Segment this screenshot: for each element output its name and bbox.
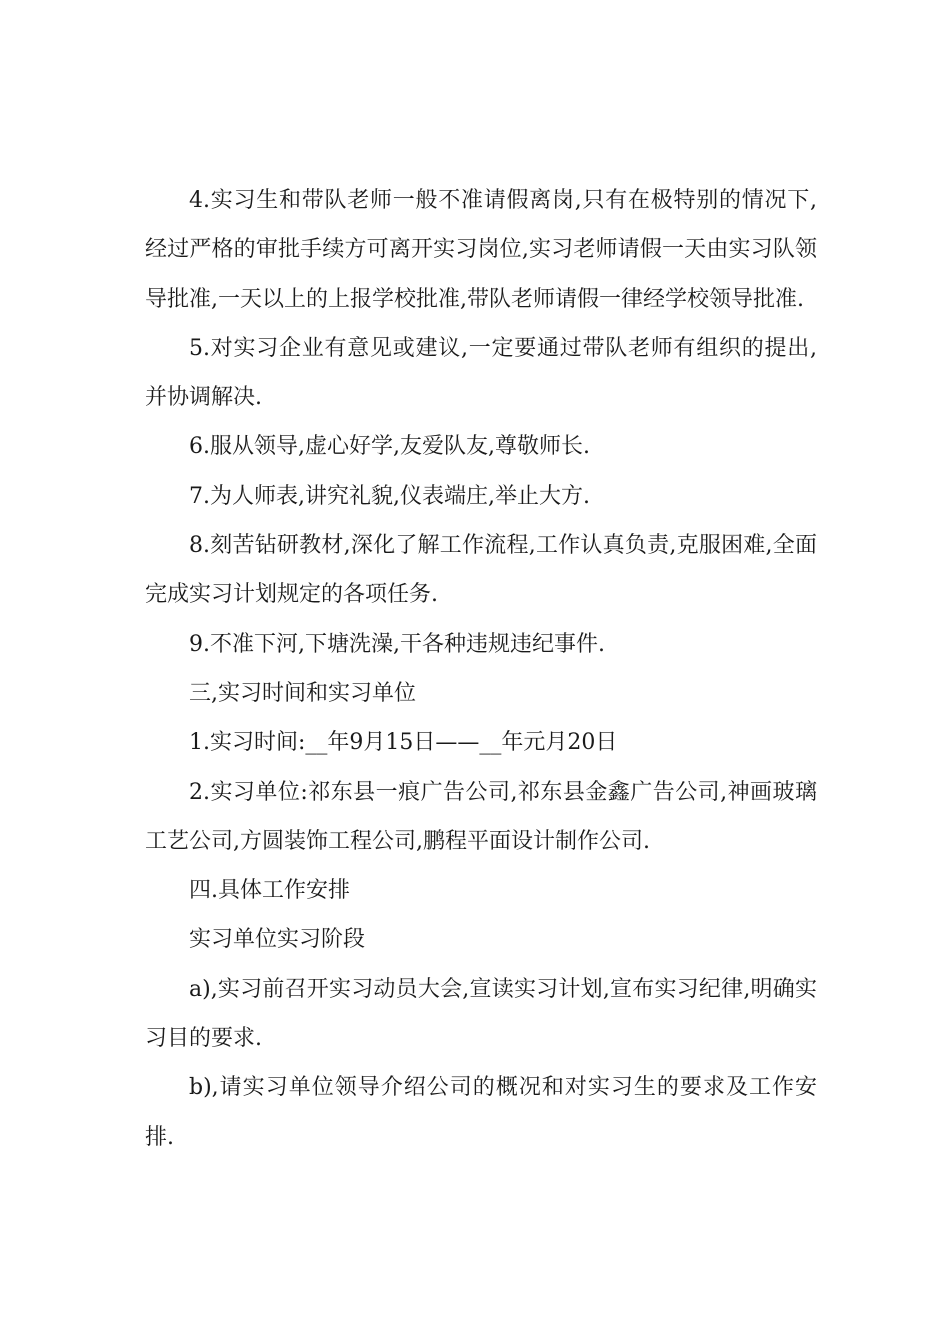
paragraph-rule-7: 7.为人师表,讲究礼貌,仪表端庄,举止大方. bbox=[189, 483, 590, 509]
section-heading-time-and-unit: 三,实习时间和实习单位 bbox=[189, 680, 416, 706]
paragraph-rule-6: 6.服从领导,虚心好学,友爱队友,尊敬师长. bbox=[189, 434, 590, 460]
paragraph-internship-units: 2.实习单位:祁东县一痕广告公司,祁东县金鑫广告公司,神画玻璃工艺公司,方圆装饰工程公司,鹏程平面设计制作公司. bbox=[145, 779, 817, 854]
paragraph-rule-4: 4.实习生和带队老师一般不准请假离岗,只有在极特别的情况下,经过严格的审批手续方可离开实习岗位,实习老师请假一天由实习队领导批准,一天以上的上报学校批准,带队老师请假一律经学校领导批准. bbox=[145, 188, 817, 312]
paragraph-rule-9: 9.不准下河,下塘洗澡,干各种违规违纪事件. bbox=[189, 631, 605, 657]
section-heading-work-arrangement: 四.具体工作安排 bbox=[189, 878, 350, 904]
paragraph-item-a: a),实习前召开实习动员大会,宣读实习计划,宣布实习纪律,明确实习目的要求. bbox=[145, 976, 817, 1052]
subheading-internship-stage: 实习单位实习阶段 bbox=[189, 927, 366, 953]
paragraph-item-b: b),请实习单位领导介绍公司的概况和对实习生的要求及工作安排. bbox=[145, 1075, 817, 1150]
paragraph-rule-8: 8.刻苦钻研教材,深化了解工作流程,工作认真负责,克服困难,全面完成实习计划规定的各项任务. bbox=[145, 533, 817, 608]
document-page bbox=[145, 176, 817, 1162]
paragraph-internship-time: 1.实习时间:__年9月15日——__年元月20日 bbox=[189, 730, 618, 756]
paragraph-rule-5: 5.对实习企业有意见或建议,一定要通过带队老师有组织的提出,并协调解决. bbox=[145, 335, 817, 411]
